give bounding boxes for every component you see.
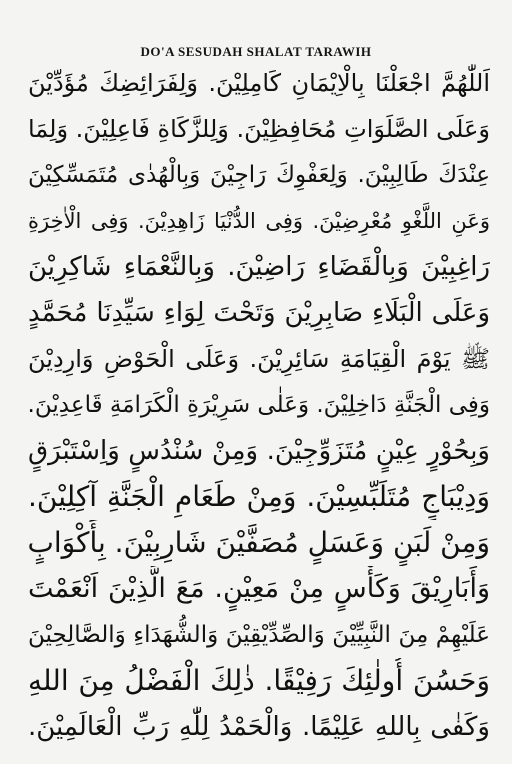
arabic-line-15: وَكَفٰى بِاللهِ عَلِيْمًا. وَالْحَمْدُ لِلّٰهِ رَبِّ الْعَالَمِيْنَ. — [28, 712, 490, 742]
arabic-line-1: اَللّٰهُمَّ اجْعَلْنَا بِالْاِيْمَانِ كَامِلِيْنَ. وَلِفَرَائِضِكَ مُؤَدِّيْنَ — [28, 69, 490, 97]
prayer-title: DO'A SESUDAH SHALAT TARAWIH — [140, 44, 372, 59]
arabic-line-6: وَعَلَى الْبَلَاءِ صَابِرِيْنَ وَتَحْتَ لِوَاءِ سَيِّدِنَا مُحَمَّدٍ — [28, 298, 490, 328]
arabic-line-13: عَلَيْهِمْ مِنَ النَّبِيِّيْنَ وَالصِّدِّيْقِيْنَ وَالشُّهَدَاءِ وَالصَّالِحِيْنَ — [28, 622, 490, 648]
arabic-line-12: وَأَبَارِيْقَ وَكَأْسٍ مِنْ مَعِيْنٍ. مَعَ الَّذِيْنَ اَنْعَمْتَ — [28, 573, 490, 604]
arabic-line-14: وَحَسُنَ أُولٰئِكَ رَفِيْقًا. ذٰلِكَ الْفَضْلُ مِنَ اللهِ — [28, 664, 490, 697]
arabic-line-10: وَدِيْبَاجٍ مُتَلَبِّسِيْنَ. وَمِنْ طَعَامِ الْجَنَّةِ آكِلِيْنَ. — [28, 480, 490, 513]
arabic-line-3: عِنْدَكَ طَالِبِيْنَ. وَلِعَفْوِكَ رَاجِيْنَ وَبِالْهُدٰى مُتَمَسِّكِيْنَ — [28, 162, 490, 188]
arabic-text-block — [28, 60, 490, 750]
arabic-line-9: وَبِحُوْرٍ عِيْنٍ مُتَزَوِّجِيْنَ. وَمِنْ سُنْدُسٍ وَاِسْتَبْرَقٍ — [28, 436, 490, 466]
arabic-line-4: وَعَنِ اللَّغْوِ مُعْرِضِيْنَ. وَفِى الدُّنْيَا زَاهِدِيْنَ. وَفِى الْاٰخِرَةِ — [28, 209, 490, 233]
arabic-line-8: وَفِى الْجَنَّةِ دَاخِلِيْنَ. وَعَلٰى سَرِيْرَةِ الْكَرَامَةِ قَاعِدِيْنَ. — [28, 392, 490, 418]
arabic-line-2: وَعَلَى الصَّلَوَاتِ مُحَافِظِيْنَ. وَلِلزَّكَاةِ فَاعِلِيْنَ. وَلِمَا — [28, 115, 490, 143]
arabic-line-11: وَمِنْ لَبَنٍ وَعَسَلٍ مُصَفَّيْنَ شَارِبِيْنَ. بِأَكْوَابٍ — [28, 526, 490, 559]
arabic-line-7: ﷺ يَوْمَ الْقِيَامَةِ سَائِرِيْنَ. وَعَلَى الْحَوْضِ وَارِدِيْنَ — [28, 345, 490, 373]
arabic-line-5: رَاغِبِيْنَ وَبِالْقَضَاءِ رَاضِيْنَ. وَبِالنَّعْمَاءِ شَاكِرِيْنَ — [28, 252, 490, 282]
